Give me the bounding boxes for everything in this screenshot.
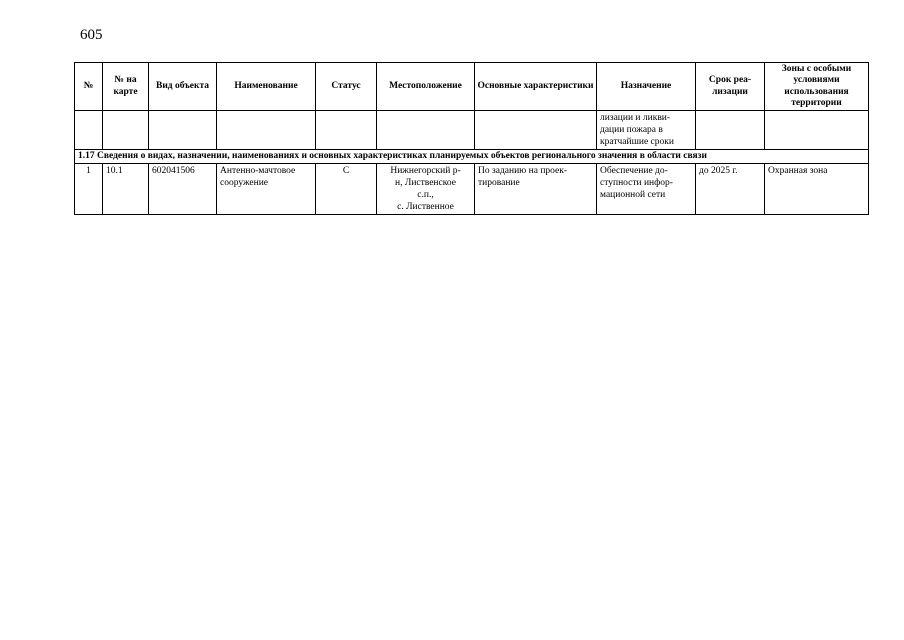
table-cell bbox=[696, 111, 765, 150]
table-cell bbox=[149, 111, 217, 150]
characteristics bbox=[475, 164, 597, 215]
table-cell bbox=[475, 111, 597, 150]
table-cell bbox=[377, 111, 475, 150]
header-characteristics: Основные характеристики bbox=[475, 63, 597, 111]
text-line: мационной сети bbox=[600, 190, 666, 200]
purpose bbox=[597, 164, 696, 215]
planned-objects-table bbox=[74, 62, 869, 215]
header-map-number: № на карте bbox=[103, 63, 149, 111]
table-cell bbox=[316, 111, 377, 150]
header-zones: Зоны с особыми условиями использования территории bbox=[765, 63, 869, 111]
section-title: 1.17 Сведения о видах, назначении, наименованиях и основных характеристиках планируемых объектов регионального значения в области связи bbox=[75, 150, 869, 164]
header-name: Наименование bbox=[217, 63, 316, 111]
text-line: н, Лиственское bbox=[395, 178, 456, 188]
table-cell bbox=[217, 111, 316, 150]
text-line: Нижнегорский р- bbox=[390, 166, 461, 176]
text-line: дации пожара в bbox=[600, 125, 663, 135]
header-row bbox=[75, 63, 869, 111]
text-line: лизации и ликви- bbox=[600, 113, 671, 123]
object-type: 602041506 bbox=[149, 164, 217, 215]
term: до 2025 г. bbox=[696, 164, 765, 215]
text-line: Антенно-мачтовое bbox=[220, 166, 296, 176]
header-object-type: Вид объекта bbox=[149, 63, 217, 111]
row-number: 1 bbox=[75, 164, 103, 215]
text-line: По заданию на проек- bbox=[478, 166, 568, 176]
object-name bbox=[217, 164, 316, 215]
text-line: сооружение bbox=[220, 178, 269, 188]
zones: Охранная зона bbox=[765, 164, 869, 215]
section-row bbox=[75, 150, 869, 164]
page-number: 605 bbox=[80, 27, 103, 43]
header-number: № bbox=[75, 63, 103, 111]
location bbox=[377, 164, 475, 215]
continuation-row bbox=[75, 111, 869, 150]
table-row bbox=[75, 164, 869, 215]
header-purpose: Назначение bbox=[597, 63, 696, 111]
text-line: кратчайшие сроки bbox=[600, 137, 674, 147]
purpose-cell bbox=[597, 111, 696, 150]
table-cell bbox=[103, 111, 149, 150]
map-number: 10.1 bbox=[103, 164, 149, 215]
header-status: Статус bbox=[316, 63, 377, 111]
text-line: Обеспечение до- bbox=[600, 166, 668, 176]
text-line: тирование bbox=[478, 178, 520, 188]
header-term: Срок реа-лизации bbox=[696, 63, 765, 111]
status: С bbox=[316, 164, 377, 215]
text-line: с.п., bbox=[417, 190, 434, 200]
header-location: Местоположение bbox=[377, 63, 475, 111]
table-cell bbox=[765, 111, 869, 150]
table-cell bbox=[75, 111, 103, 150]
text-line: ступности инфор- bbox=[600, 178, 673, 188]
text-line: с. Лиственное bbox=[397, 202, 454, 212]
